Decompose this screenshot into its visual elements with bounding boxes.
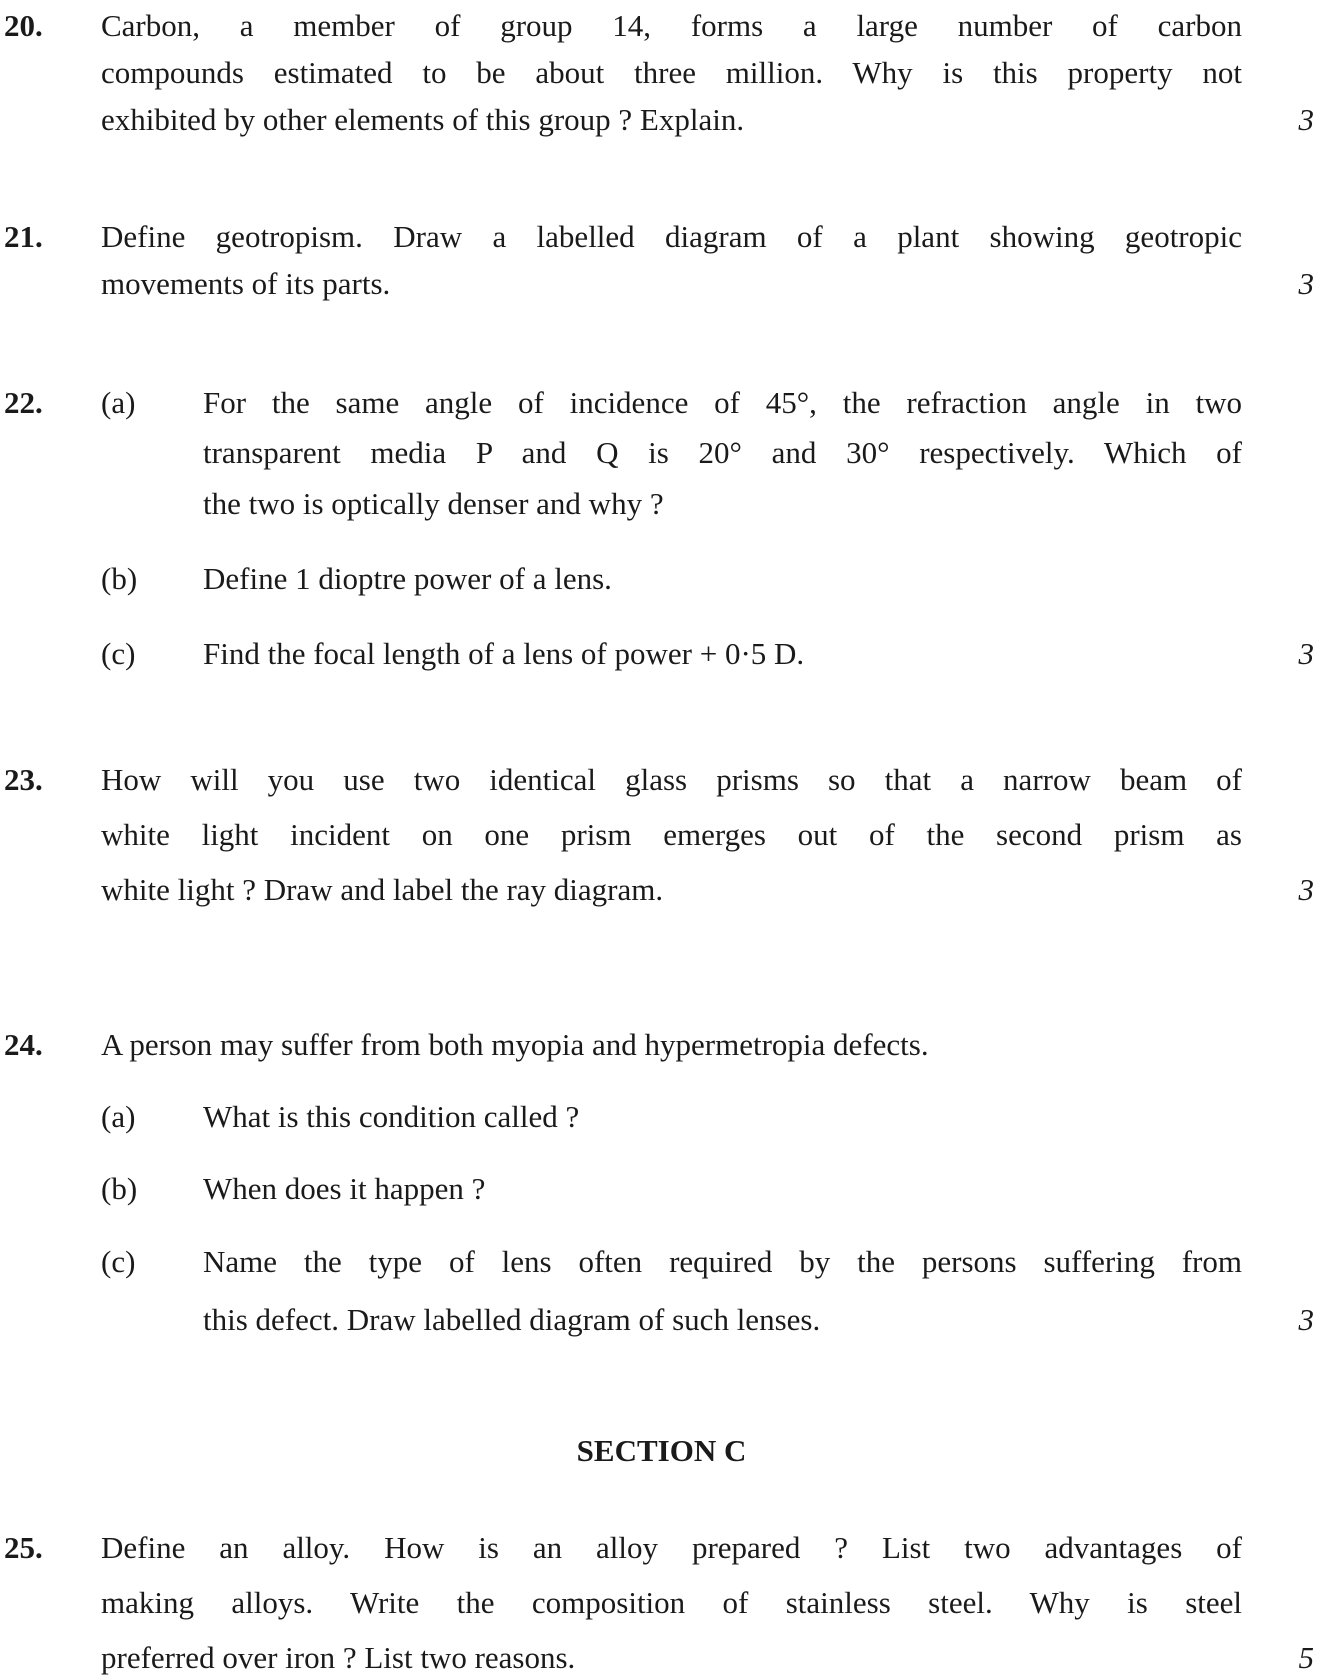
sub-part-text-line: transparent media P and Q is 20° and 30° respectively. Which of — [203, 435, 1242, 470]
marks: 3 — [1298, 636, 1314, 671]
sub-part-label: (c) — [101, 636, 136, 671]
sub-part-label: (b) — [101, 1171, 138, 1206]
sub-part-text-line: Define 1 dioptre power of a lens. — [203, 561, 612, 596]
question-number: 23. — [4, 762, 43, 797]
question-text-line: How will you use two identical glass prisms so that a narrow beam of — [101, 762, 1242, 797]
sub-part-text-line: Find the focal length of a lens of power + 0·5 D. — [203, 636, 805, 671]
question-number: 25. — [4, 1530, 43, 1565]
sub-part-label: (c) — [101, 1244, 136, 1279]
question-number: 22. — [4, 385, 43, 420]
question-text-line: Carbon, a member of group 14, forms a large number of carbon — [101, 8, 1242, 43]
marks: 3 — [1298, 1302, 1314, 1337]
sub-part-text-line: When does it happen ? — [203, 1171, 486, 1206]
marks: 3 — [1298, 266, 1314, 301]
marks: 3 — [1298, 102, 1314, 137]
question-text-line: exhibited by other elements of this group ? Explain. — [101, 102, 745, 137]
question-text-line: movements of its parts. — [101, 266, 391, 301]
question-number: 24. — [4, 1027, 43, 1062]
sub-part-label: (b) — [101, 561, 138, 596]
question-number: 21. — [4, 219, 43, 254]
question-text-line: preferred over iron ? List two reasons. — [101, 1640, 576, 1675]
question-text-line: Define an alloy. How is an alloy prepared ? List two advantages of — [101, 1530, 1242, 1565]
question-text-line: making alloys. Write the composition of stainless steel. Why is steel — [101, 1585, 1242, 1620]
sub-part-text-line: Name the type of lens often required by the persons suffering from — [203, 1244, 1242, 1279]
sub-part-text-line: this defect. Draw labelled diagram of such lenses. — [203, 1302, 821, 1337]
question-number: 20. — [4, 8, 43, 43]
section-heading: SECTION C — [576, 1433, 747, 1468]
sub-part-text-line: the two is optically denser and why ? — [203, 486, 664, 521]
marks: 3 — [1298, 872, 1314, 907]
sub-part-text-line: What is this condition called ? — [203, 1099, 580, 1134]
question-text-line: white light ? Draw and label the ray diagram. — [101, 872, 664, 907]
question-text-line: compounds estimated to be about three million. Why is this property not — [101, 55, 1242, 90]
question-text-line: Define geotropism. Draw a labelled diagram of a plant showing geotropic — [101, 219, 1242, 254]
sub-part-text-line: For the same angle of incidence of 45°, the refraction angle in two — [203, 385, 1242, 420]
sub-part-label: (a) — [101, 385, 136, 420]
question-text-line: white light incident on one prism emerges out of the second prism as — [101, 817, 1242, 852]
question-text-line: A person may suffer from both myopia and hypermetropia defects. — [101, 1027, 929, 1062]
sub-part-label: (a) — [101, 1099, 136, 1134]
marks: 5 — [1298, 1640, 1314, 1675]
